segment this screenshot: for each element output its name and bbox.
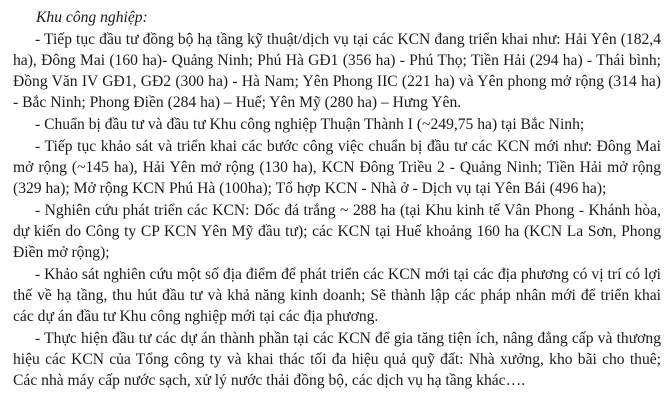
paragraph-research-development: - Nghiên cứu phát triển các KCN: Dốc đá trắng ~ 288 ha (tại Khu kinh tế Vân Phong - Khánh hòa, dự kiến do Công ty CP KCN Yên Mỹ đầu tư); các KCN tại Huế khoảng 160 ha (KCN La Sơn, Phong Điền mở rộng); [13,202,661,261]
paragraph-thuan-thanh: - Chuẩn bị đầu tư và đầu tư Khu công nghiệp Thuận Thành I (~249,75 ha) tại Bắc Ninh; [35,116,585,133]
paragraph-new-locations: - Khảo sát nghiên cứu một số địa điểm để phát triển các KCN mới tại các địa phương có vị trí có lợi thế về hạ tầng, thu hút đầu tư và khả năng kinh doanh; Sẽ thành lập các pháp nhân mới để triển khai các dự án đầu tư Khu công nghiệp mới tại các địa phương. [13,266,661,325]
section-heading: Khu công nghiệp: [36,9,148,26]
paragraph-infrastructure: - Tiếp tục đầu tư đồng bộ hạ tầng kỹ thuật/dịch vụ tại các KCN đang triển khai như: Hải Yên (182,4 ha), Đông Mai (160 ha)- Quảng Ninh; Phú Hà GĐ1 (356 ha) - Phú Thọ; Tiền Hải (294 ha) - Thái bình; Đồng Văn IV GĐ1, GĐ2 (300 ha) - Hà Nam; Yên Phong IIC (221 ha) và Yên phong mở rộng (314 ha) - Bắc Ninh; Phong Điền (284 ha) – Huế; Yên Mỹ (280 ha) – Hưng Yên. [13,31,661,111]
paragraph-survey-new-kcn: - Tiếp tục khảo sát và triển khai các bước công việc chuẩn bị đầu tư các KCN mới như: Đông Mai mở rộng (~145 ha), Hải Yên mở rộng (130 ha), KCN Đông Triều 2 - Quảng Ninh; Tiền Hải mở rộng (329 ha); Mở rộng KCN Phú Hà (100ha); Tổ hợp KCN - Nhà ở - Dịch vụ tại Yên Bái (496 ha); [13,138,661,197]
paragraph-component-projects: - Thực hiện đầu tư các dự án thành phần tại các KCN để gia tăng tiện ích, nâng đẳng cấp và thương hiệu các KCN của Tổng công ty và khai thác tối đa hiệu quả quỹ đất: Nhà xưởng, kho bãi cho thuê; Các nhà máy cấp nước sạch, xử lý nước thải đồng bộ, các dịch vụ hạ tầng khác…. [13,330,661,389]
